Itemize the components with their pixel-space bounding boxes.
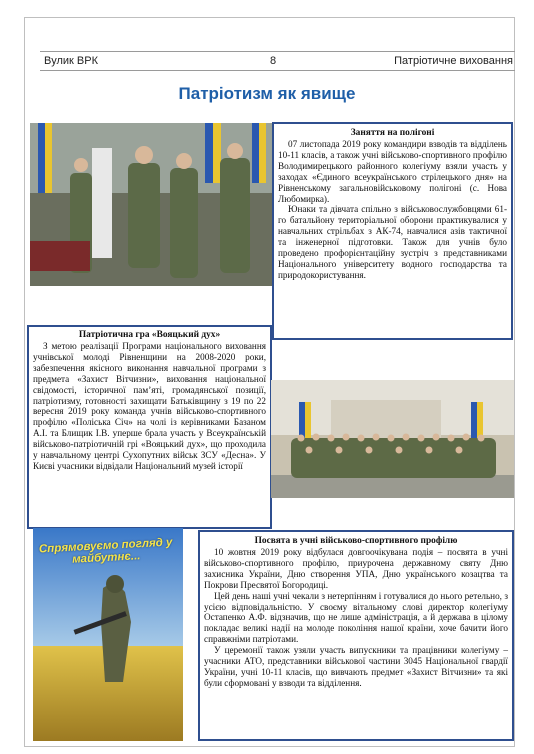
article-heading: Посвята в учні військово-спортивного профілю: [254, 536, 458, 546]
article-heading: Патріотична гра «Вояцький дух»: [78, 330, 221, 340]
page-number: 8: [270, 55, 277, 67]
header-rule-top: [40, 51, 515, 52]
article-initiation: [198, 530, 514, 741]
article-paragraph: 10 жовтня 2019 року відбулася довгоочікувана подія – посвята в учні військово-спортивного профілю, приурочена державному святу Дню захисника України, Дню створення УПА, Дню українського козацтва та Покрови Пресвятої Богородиці.: [204, 547, 508, 590]
newsletter-name: Вулик ВРК: [44, 55, 98, 67]
article-paragraph: Юнаки та дівчата спільно з військовослужбовцями 61-го батальйону територіальної оборони практикувалися у навчальних стрільбах з АК-74, навчалися азів тактичної та інженерної підготовки. Також для учнів було проведено профорієнтаційну зустріч з представниками Національного університету водного господарства та природокористування.: [278, 204, 507, 280]
article-paragraph: З метою реалізації Програми національного виховання учнівської молоді Рівненщини на 2008-2020 роки, забезпечення якісного виконання навчальної програми з предмета «Захист Вітчизни», виховання національної свідомості, історичної пам’яті, громадянської позиції, патріотизму, готовності захищати Батьківщину з 19 по 22 вересня 2019 року команда учнів військово-спортивного профілю «Поліська Січ» на чолі із керівниками Базаном А.І. та Блищик І.В. уперше брала участь у Всеукраїнській військово-патріотичній грі «Вояцький дух», що проходила у навчальному центрі Сухопутних військ ЗСУ «Десна». У Києві учасники відвідали Національний музей історії: [33, 341, 266, 471]
group-photo: [271, 380, 514, 498]
section-name: Патріотичне виховання: [394, 55, 513, 67]
page-title: Патріотизм як явище: [178, 84, 356, 103]
article-training-ground: [272, 122, 513, 340]
article-heading: Заняття на полігоні: [350, 128, 435, 138]
article-paragraph: У церемонії також узяли участь випускники та працівники колегіуму – учасники АТО, представники військової частини 3045 Національної гвардії України, учні 10-11 класів, що вивчають предмет «Захист Вітчизни» та які були сформовані у взводи та відділення.: [204, 645, 508, 688]
poster-slogan: Спрямовуємо погляд у майбутнє...: [38, 536, 173, 566]
article-paragraph: 07 листопада 2019 року командири взводів та відділень 10-11 класів, а також учні військово-спортивного профілю Володимирецького районного колегіуму взяли участь у заходах «Єдиного всеукраїнського стрілецького дня» на Рівненському загальновійськовому полігоні (с. Нова Любомирка).: [278, 139, 507, 204]
article-paragraph: Цей день наші учні чекали з нетерпінням і готувалися до нього ретельно, з усією відповідальністю. У своєму вітальному слові директор колегіуму Остапенко А.Ф. відзначив, що не лише адміністрація, а й держава в цілому покладає великі надії на молоде покоління нашої країни, хоче бачити його справжніми патріотами.: [204, 590, 508, 645]
ceremony-photo: [30, 123, 272, 286]
header-rule-bottom: [40, 70, 515, 71]
article-cossack-spirit-game: [27, 325, 272, 529]
